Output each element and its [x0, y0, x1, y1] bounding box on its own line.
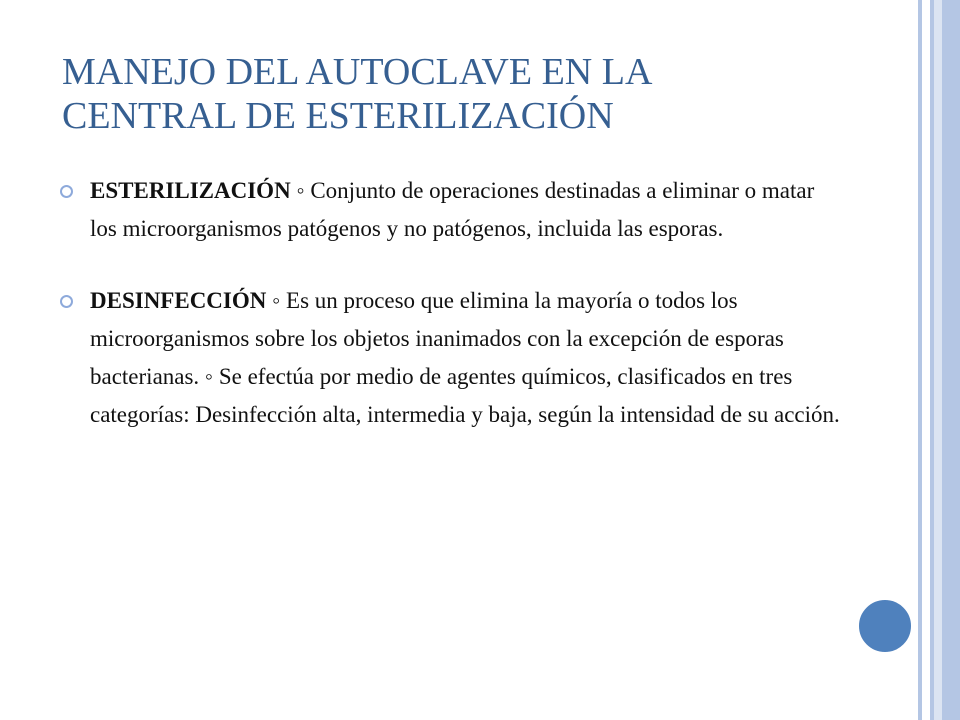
- bullet-list: [60, 172, 840, 434]
- decorative-stripe: [942, 0, 960, 720]
- hollow-circle-icon: [60, 295, 73, 308]
- hollow-circle-icon: [60, 185, 73, 198]
- slide-title-line: MANEJO DEL AUTOCLAVE EN LA: [62, 51, 653, 93]
- bullet-text: ◦ Conjunto de operaciones destinadas a eliminar o matar los microorganismos patógenos y no patógenos, incluida las esporas.: [90, 178, 815, 241]
- bullet-term: ESTERILIZACIÓN: [90, 178, 291, 203]
- decorative-stripe: [922, 0, 930, 720]
- bullet-item-desinfeccion: [60, 282, 840, 434]
- bullet-item-esterilizacion: [60, 172, 840, 248]
- slide-title-line: CENTRAL DE ESTERILIZACIÓN: [62, 95, 614, 137]
- decorative-stripe: [934, 0, 942, 720]
- bullet-term: DESINFECCIÓN: [90, 288, 267, 313]
- bullet-text: ◦ Es un proceso que elimina la mayoría o todos los microorganismos sobre los objetos inanimados con la excepción de esporas bacterianas. ◦ Se efectúa por medio de agentes químicos, clasificados en tres categorías: Desinfección alta, intermedia y baja, según la intensidad de su acción.: [90, 288, 840, 427]
- decorative-circle: [856, 597, 914, 655]
- slide-title: [62, 50, 892, 138]
